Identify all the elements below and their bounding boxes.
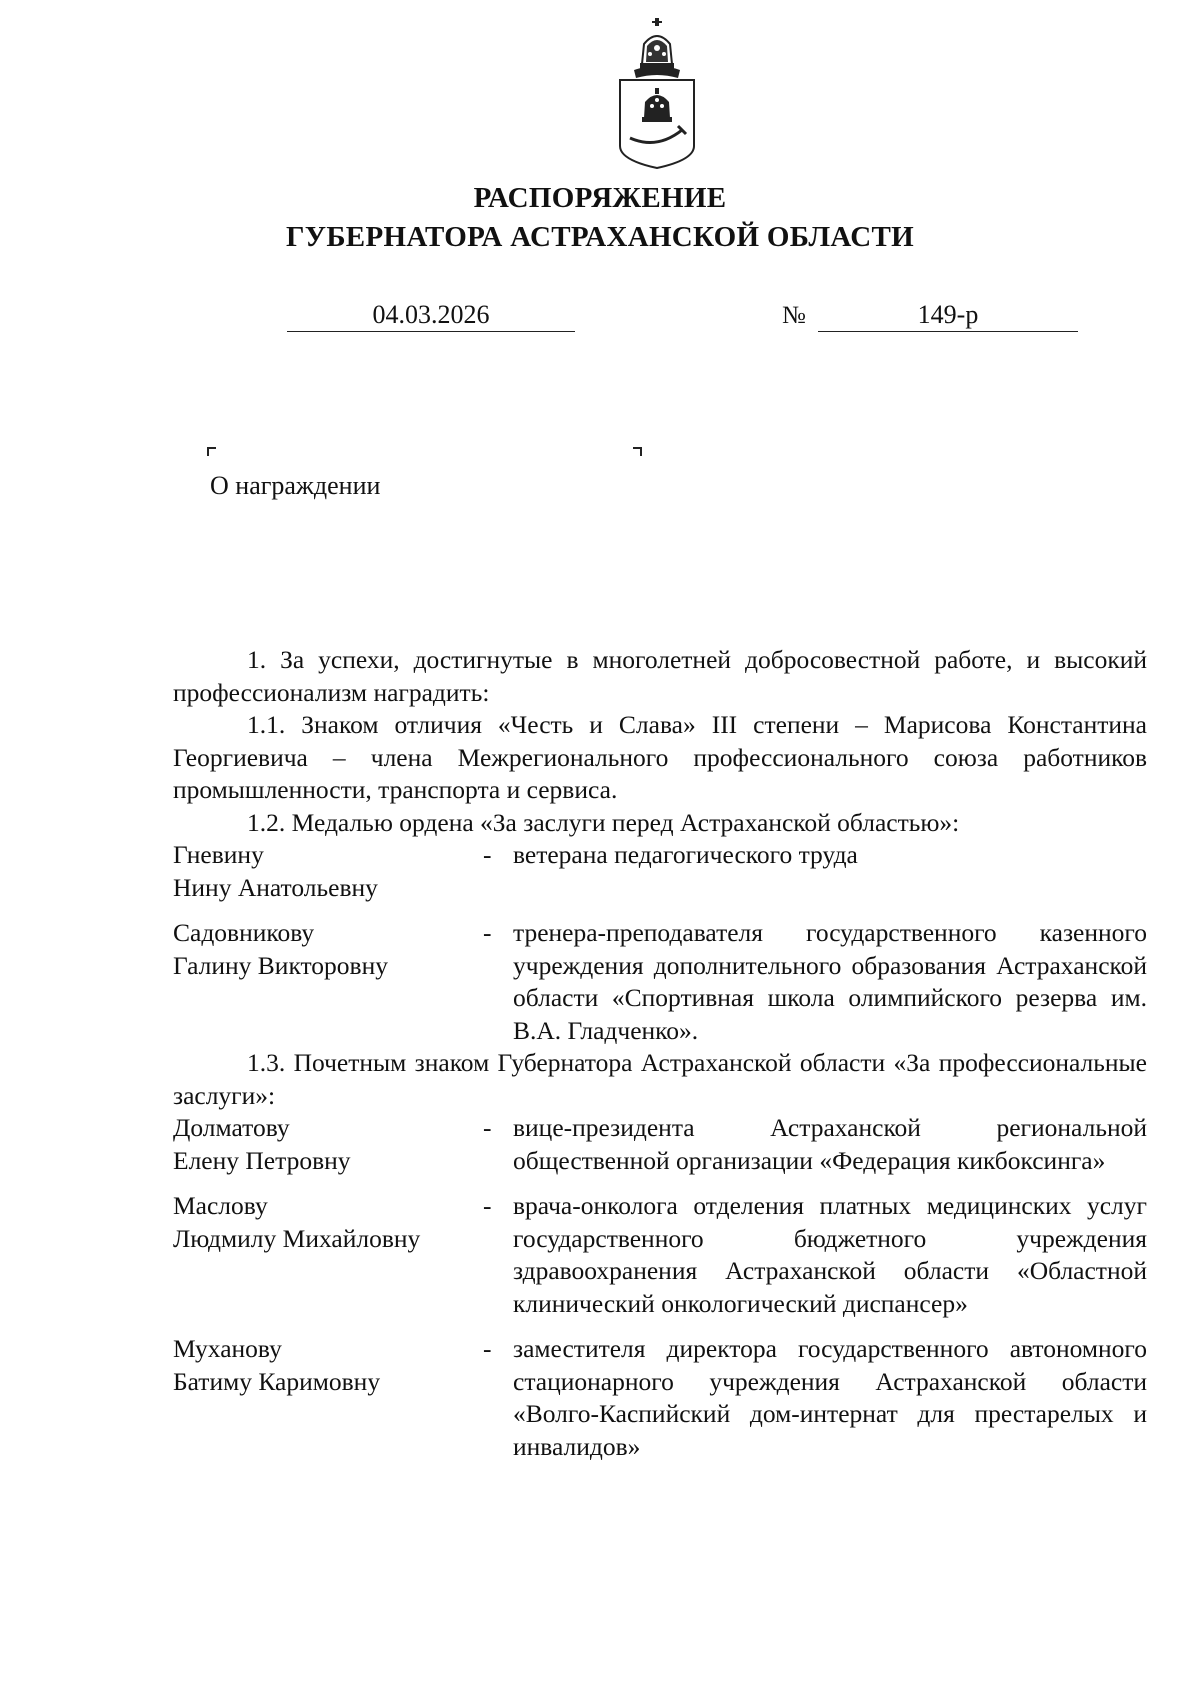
awardee-name	[173, 839, 483, 904]
issuer-title: ГУБЕРНАТОРА АСТРАХАНСКОЙ ОБЛАСТИ	[286, 221, 914, 253]
number-sign: №	[782, 302, 806, 329]
awardee-entry	[173, 1333, 1147, 1463]
awardee-description: вице-президента Астраханской региональной общественной организации «Федерация кикбоксинга»	[513, 1113, 1147, 1175]
document-body	[173, 644, 1147, 1463]
awardee-description: тренера-преподавателя государственного казенного учреждения дополнительного образования Астраханской области «Спортивная школа олимпийского резерва им. В.А. Гладченко».	[513, 918, 1147, 1045]
awardee-given-names: Нину Анатольевну	[173, 872, 378, 902]
separator-dash: -	[483, 1334, 492, 1363]
document-type-title: РАСПОРЯЖЕНИЕ	[473, 182, 727, 214]
document-subject: О награждении	[210, 471, 381, 500]
awardee-surname: Маслову	[173, 1191, 268, 1220]
awardee-entry	[173, 839, 1147, 904]
awardee-description: заместителя директора государственного автономного стационарного учреждения Астраханской области «Волго-Каспийский дом-интернат для престарелых и инвалидов»	[513, 1334, 1147, 1461]
document-number: 149-р	[818, 300, 1078, 332]
subject-corner-left	[207, 447, 216, 456]
awardee-description: врача-онколога отделения платных медицинских услуг государственного бюджетного учреждения здравоохранения Астраханской области «Областной клинический онкологический диспансер»	[513, 1191, 1147, 1318]
awardee-name	[173, 1112, 483, 1177]
awardee-name	[173, 917, 483, 1047]
paragraph-1-2: 1.2. Медалью ордена «За заслуги перед Астраханской областью»:	[247, 807, 960, 837]
document-date: 04.03.2026	[287, 300, 575, 332]
separator-dash: -	[483, 840, 492, 869]
subject-corner-right	[633, 447, 642, 456]
awardee-surname: Муханову	[173, 1334, 282, 1363]
paragraph-1: 1. За успехи, достигнутые в многолетней добросовестной работе, и высокий профессионализм наградить:	[173, 645, 1147, 707]
awardee-name	[173, 1190, 483, 1320]
awardee-description: ветерана педагогического труда	[513, 840, 858, 869]
awardee-given-names: Батиму Каримовну	[173, 1366, 381, 1396]
paragraph-1-3: 1.3. Почетным знаком Губернатора Астраханской области «За профессиональные заслуги»:	[173, 1048, 1147, 1110]
separator-dash: -	[483, 918, 492, 947]
awardee-surname: Долматову	[173, 1113, 290, 1142]
separator-dash: -	[483, 1113, 492, 1142]
awardee-given-names: Галину Викторовну	[173, 950, 388, 980]
awardee-entry	[173, 1112, 1147, 1177]
awardee-given-names: Людмилу Михайловну	[173, 1223, 421, 1253]
paragraph-1-1: 1.1. Знаком отличия «Честь и Слава» III степени – Марисова Константина Георгиевича – члена Межрегионального профессионального союза работников промышленности, транспорта и сервиса.	[173, 710, 1147, 804]
awardee-surname: Садовникову	[173, 918, 315, 947]
awardee-entry	[173, 917, 1147, 1047]
awardee-given-names: Елену Петровну	[173, 1145, 351, 1175]
coat-of-arms-emblem	[612, 18, 702, 170]
awardee-list-1-3	[173, 1112, 1147, 1463]
awardee-name	[173, 1333, 483, 1463]
awardee-surname: Гневину	[173, 840, 264, 869]
separator-dash: -	[483, 1191, 492, 1220]
awardee-entry	[173, 1190, 1147, 1320]
awardee-list-1-2	[173, 839, 1147, 1047]
